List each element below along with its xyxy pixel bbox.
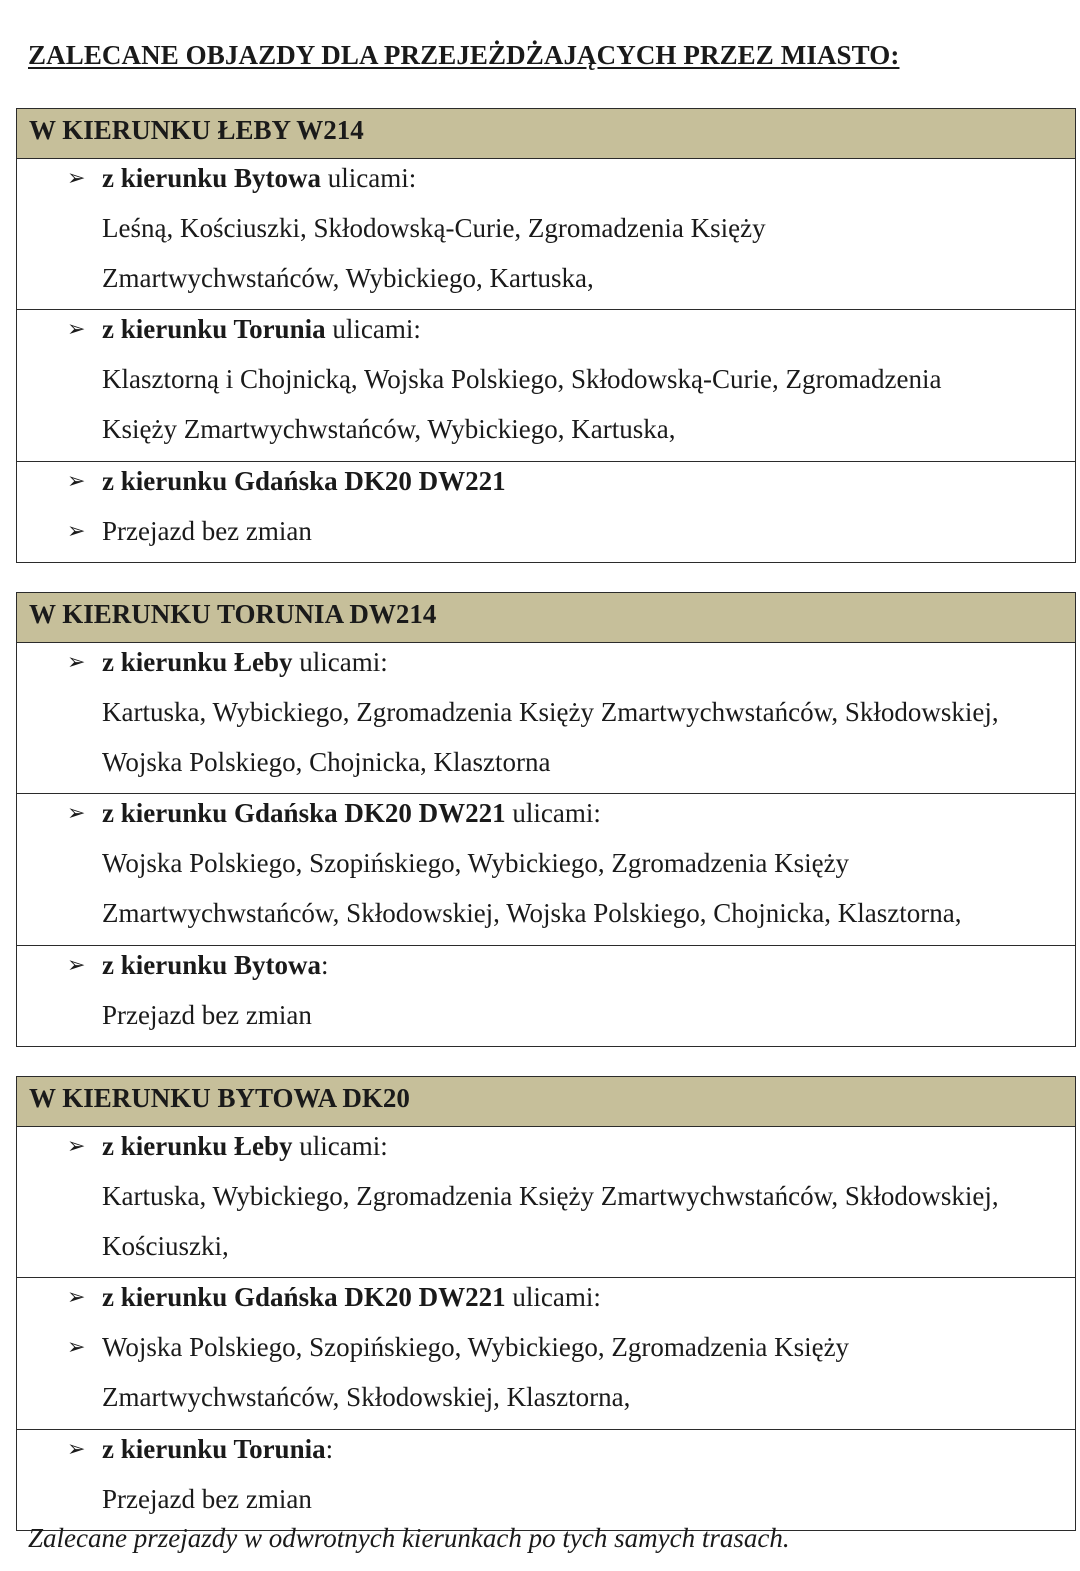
route-text: Wojska Polskiego, Chojnicka, Klasztorna bbox=[102, 746, 551, 777]
arrow-bullet-icon: ➢ bbox=[67, 467, 86, 493]
section-heading: W KIERUNKU BYTOWA DK20 bbox=[17, 1077, 1075, 1127]
direction-label: z kierunku Bytowa bbox=[102, 949, 322, 980]
route-line bbox=[17, 210, 1075, 260]
route-line bbox=[17, 1379, 1075, 1429]
route-text: Kartuska, Wybickiego, Zgromadzenia Księży Zmartwychwstańców, Skłodowskiej, bbox=[102, 696, 999, 727]
route-text: Wojska Polskiego, Szopińskiego, Wybickiego, Zgromadzenia Księży bbox=[102, 848, 850, 879]
route-text: Leśną, Kościuszki, Skłodowską-Curie, Zgromadzenia Księży bbox=[102, 212, 766, 243]
route-text: Księży Zmartwychwstańców, Wybickiego, Kartuska, bbox=[102, 413, 676, 444]
route-block bbox=[17, 793, 1075, 944]
arrow-bullet-icon: ➢ bbox=[67, 649, 86, 674]
route-line bbox=[17, 744, 1075, 794]
route-text: Kartuska, Wybickiego, Zgromadzenia Księży Zmartwychwstańców, Skłodowskiej, bbox=[102, 1180, 999, 1211]
section-heading: W KIERUNKU ŁEBY W214 bbox=[17, 109, 1075, 159]
route-text: Zmartwychwstańców, Skłodowskiej, Klasztorna, bbox=[102, 1381, 631, 1412]
bullet-item bbox=[17, 513, 1075, 563]
bullet-item bbox=[17, 947, 1075, 997]
route-text: Kościuszki, bbox=[102, 1230, 229, 1261]
page-title: ZALECANE OBJAZDY DLA PRZEJEŻDŻAJĄCYCH PRZEZ MIASTO: bbox=[28, 40, 900, 70]
bullet-item bbox=[17, 1128, 1075, 1178]
direction-label: z kierunku Gdańska DK20 DW221 bbox=[102, 465, 506, 496]
arrow-bullet-icon: ➢ bbox=[67, 800, 86, 826]
arrow-bullet-icon: ➢ bbox=[67, 951, 86, 977]
arrow-bullet-icon: ➢ bbox=[67, 165, 86, 190]
route-line bbox=[17, 694, 1075, 744]
route-block bbox=[17, 1127, 1075, 1277]
route-block bbox=[17, 309, 1075, 460]
route-text: ulicami: bbox=[292, 647, 388, 677]
route-text: Klasztorną i Chojnicką, Wojska Polskiego, Skłodowską-Curie, Zgromadzenia bbox=[102, 364, 942, 395]
route-line bbox=[17, 361, 1075, 411]
bullet-item bbox=[17, 160, 1075, 210]
route-section-bytow bbox=[16, 1076, 1076, 1531]
bullet-item bbox=[17, 1279, 1075, 1329]
route-text: Zmartwychwstańców, Skłodowskiej, Wojska Polskiego, Chojnicka, Klasztorna, bbox=[102, 897, 962, 928]
route-block bbox=[17, 1277, 1075, 1428]
bullet-item bbox=[17, 463, 1075, 513]
route-text: ulicami: bbox=[505, 1282, 601, 1313]
route-block bbox=[17, 159, 1075, 309]
route-text: Wojska Polskiego, Szopińskiego, Wybickiego, Zgromadzenia Księży bbox=[102, 1332, 850, 1363]
direction-label: z kierunku Torunia bbox=[102, 314, 326, 345]
direction-label: z kierunku Łeby bbox=[102, 1131, 293, 1161]
route-text: ulicami: bbox=[321, 163, 417, 193]
route-line bbox=[17, 411, 1075, 461]
route-text: Przejazd bez zmian bbox=[102, 1483, 312, 1514]
route-block bbox=[17, 1429, 1075, 1531]
bullet-item bbox=[17, 311, 1075, 361]
route-line bbox=[17, 895, 1075, 945]
footnote: Zalecane przejazdy w odwrotnych kierunkach po tych samych trasach. bbox=[28, 1523, 790, 1553]
route-block bbox=[17, 945, 1075, 1047]
arrow-bullet-icon: ➢ bbox=[67, 1284, 86, 1310]
bullet-item bbox=[17, 1431, 1075, 1481]
route-text: ulicami: bbox=[325, 314, 421, 345]
arrow-bullet-icon: ➢ bbox=[67, 517, 86, 543]
arrow-bullet-icon: ➢ bbox=[67, 1435, 86, 1461]
route-text: ulicami: bbox=[505, 798, 601, 829]
section-heading: W KIERUNKU TORUNIA DW214 bbox=[17, 593, 1075, 643]
direction-label: z kierunku Łeby bbox=[102, 647, 293, 677]
route-line bbox=[17, 997, 1075, 1047]
direction-label: z kierunku Bytowa bbox=[102, 163, 322, 193]
direction-label: z kierunku Torunia bbox=[102, 1433, 326, 1464]
route-text: ulicami: bbox=[292, 1131, 388, 1161]
route-section-leba bbox=[16, 108, 1076, 563]
route-line bbox=[17, 845, 1075, 895]
arrow-bullet-icon: ➢ bbox=[67, 1334, 86, 1360]
route-text: Przejazd bez zmian bbox=[102, 999, 312, 1030]
route-text: Zmartwychwstańców, Wybickiego, Kartuska, bbox=[102, 262, 594, 293]
route-text: : bbox=[325, 1433, 334, 1464]
arrow-bullet-icon: ➢ bbox=[67, 1133, 86, 1158]
bullet-item bbox=[17, 644, 1075, 694]
direction-label: z kierunku Gdańska DK20 DW221 bbox=[102, 798, 506, 829]
route-section-torun bbox=[16, 592, 1076, 1047]
bullet-item bbox=[17, 1329, 1075, 1379]
route-text: : bbox=[321, 949, 329, 980]
bullet-item bbox=[17, 795, 1075, 845]
route-line bbox=[17, 1228, 1075, 1278]
route-line bbox=[17, 260, 1075, 310]
route-text: Przejazd bez zmian bbox=[102, 515, 312, 546]
direction-label: z kierunku Gdańska DK20 DW221 bbox=[102, 1282, 506, 1313]
arrow-bullet-icon: ➢ bbox=[67, 316, 86, 342]
route-line bbox=[17, 1178, 1075, 1228]
route-block bbox=[17, 643, 1075, 793]
route-block bbox=[17, 461, 1075, 563]
